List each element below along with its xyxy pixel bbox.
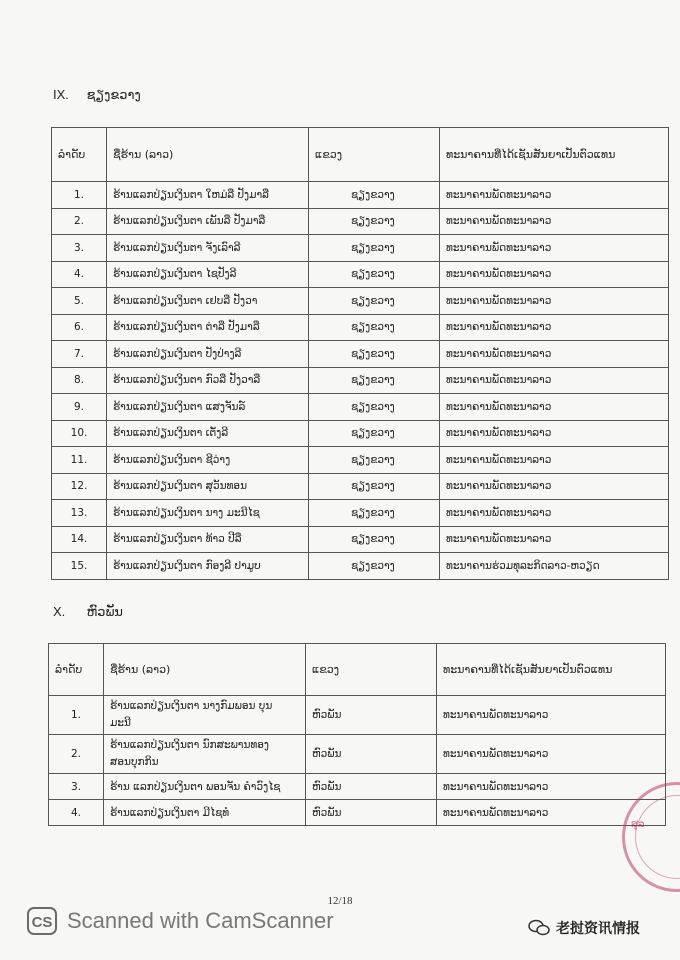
table-row [52, 420, 669, 447]
bank-cell: ທະນາຄານພັດທະນາລາວ [440, 261, 669, 288]
table-row [52, 314, 669, 341]
channel-watermark-text: 老挝资讯情报 [556, 921, 640, 937]
province-cell: ຊຽງຂວາງ [309, 473, 440, 500]
official-stamp-text: ສຸລ [631, 819, 645, 830]
province-cell: ຫົວພັນ [306, 735, 437, 774]
row-number: 1. [52, 182, 107, 209]
official-stamp-inner-ring [635, 795, 680, 879]
bank-cell: ທະນາຄານພັດທະນາລາວ [440, 208, 669, 235]
table-row [52, 288, 669, 315]
bank-cell: ທະນາຄານຮ່ວມທຸລະກິດລາວ-ຫວຽດ [440, 553, 669, 580]
col-header-name: ຊື່ຮ້ານ (ລາວ) [107, 128, 309, 182]
province-cell: ຫົວພັນ [306, 696, 437, 735]
shop-name-cell [104, 696, 306, 735]
table-row [52, 182, 669, 209]
province-cell: ຫົວພັນ [306, 774, 437, 800]
shop-name-line-2: ສອນບຸກກິນ [110, 756, 159, 768]
page-number: 12/18 [327, 895, 353, 907]
shop-name-cell: ຮ້ານແລກປ່ຽນເງິນຕາ ຈັງເລົາລີ [107, 235, 309, 262]
bank-cell: ທະນາຄານພັດທະນາລາວ [437, 735, 666, 774]
table-x-body [49, 696, 666, 826]
shop-name-cell: ຮ້ານ ແລກປ່ຽນເງິນຕາ ພອນຈັນ ຄຳວົງໄຊ [104, 774, 306, 800]
province-cell: ຊຽງຂວາງ [309, 553, 440, 580]
table-ix-body [52, 182, 669, 580]
table-row [52, 261, 669, 288]
section-ix-number: IX. [53, 87, 69, 102]
province-cell: ຊຽງຂວາງ [309, 420, 440, 447]
shop-name-line-1: ຮ້ານແລກປ່ຽນເງິນຕາ ນົກສະພານທອງ [110, 739, 269, 751]
table-row [52, 447, 669, 474]
section-x-heading [53, 604, 123, 620]
row-number: 2. [52, 208, 107, 235]
row-number: 6. [52, 314, 107, 341]
bank-cell: ທະນາຄານພັດທະນາລາວ [440, 235, 669, 262]
col-header-number: ລຳດັບ [52, 128, 107, 182]
section-ix-title: ຊຽງຂວາງ [86, 87, 141, 102]
shop-name-cell: ຮ້ານແລກປ່ຽນເງິນຕາ ເຕັ່ງລີ [107, 420, 309, 447]
province-cell: ຊຽງຂວາງ [309, 208, 440, 235]
row-number: 9. [52, 394, 107, 421]
shop-name-cell: ຮ້ານແລກປ່ຽນເງິນຕາ ນາງ ມະນີໄຊ [107, 500, 309, 527]
row-number: 14. [52, 526, 107, 553]
table-row [52, 553, 669, 580]
section-x-title: ຫົວພັນ [86, 604, 123, 619]
col-header-bank: ທະນາຄານທີ່ໄດ້ເຊັນສັນຍາເປັນຕົວແທນ [440, 128, 669, 182]
table-row [49, 774, 666, 800]
camscanner-watermark-text: Scanned with CamScanner [67, 908, 334, 933]
row-number: 15. [52, 553, 107, 580]
table-row [52, 367, 669, 394]
row-number: 13. [52, 500, 107, 527]
bank-cell: ທະນາຄານພັດທະນາລາວ [440, 473, 669, 500]
row-number: 12. [52, 473, 107, 500]
shop-name-cell: ຮ້ານແລກປ່ຽນເງິນຕາ ມີໄຊທໍ [104, 800, 306, 826]
bank-cell: ທະນາຄານພັດທະນາລາວ [440, 420, 669, 447]
bank-cell: ທະນາຄານພັດທະນາລາວ [440, 367, 669, 394]
col-header-bank: ທະນາຄານທີ່ໄດ້ເຊັນສັນຍາເປັນຕົວແທນ [437, 644, 666, 696]
section-x-number: X. [53, 604, 66, 619]
table-ix-header-row [52, 128, 669, 182]
province-cell: ຊຽງຂວາງ [309, 288, 440, 315]
province-cell: ຊຽງຂວາງ [309, 235, 440, 262]
row-number: 2. [49, 735, 104, 774]
row-number: 5. [52, 288, 107, 315]
shop-name-cell: ຮ້ານແລກປ່ຽນເງິນຕາ ກົວລື ປັງວາລື [107, 367, 309, 394]
row-number: 4. [49, 800, 104, 826]
shop-name-cell: ຮ້ານແລກປ່ຽນເງິນຕາ ໃຫມ່ລື ປັງມາລື [107, 182, 309, 209]
row-number: 3. [52, 235, 107, 262]
province-cell: ຊຽງຂວາງ [309, 341, 440, 368]
shop-name-line-2: ມະນີ [110, 717, 131, 729]
section-ix-heading [53, 87, 141, 103]
bank-cell: ທະນາຄານພັດທະນາລາວ [440, 526, 669, 553]
shop-name-cell: ຮ້ານແລກປ່ຽນເງິນຕາ ແສງຈັນລ໌ [107, 394, 309, 421]
province-cell: ຊຽງຂວາງ [309, 526, 440, 553]
table-row [49, 800, 666, 826]
col-header-number: ລຳດັບ [49, 644, 104, 696]
shop-name-cell [104, 735, 306, 774]
camscanner-logo-icon: CS [27, 907, 57, 935]
bank-cell: ທະນາຄານພັດທະນາລາວ [440, 182, 669, 209]
bank-cell: ທະນາຄານພັດທະນາລາວ [440, 394, 669, 421]
shop-name-line-1: ຮ້ານແລກປ່ຽນເງິນຕາ ນາງກົມພອນ ບຸນ [110, 700, 273, 712]
province-cell: ຊຽງຂວາງ [309, 182, 440, 209]
bank-cell: ທະນາຄານພັດທະນາລາວ [437, 696, 666, 735]
table-row [52, 394, 669, 421]
bank-cell: ທະນາຄານພັດທະນາລາວ [440, 447, 669, 474]
table-section-x [48, 643, 666, 826]
table-x-header-row [49, 644, 666, 696]
bank-cell: ທະນາຄານພັດທະນາລາວ [440, 341, 669, 368]
province-cell: ຊຽງຂວາງ [309, 367, 440, 394]
row-number: 4. [52, 261, 107, 288]
shop-name-cell: ຮ້ານແລກປ່ຽນເງິນຕາ ປັງປ່າງລີ [107, 341, 309, 368]
row-number: 3. [49, 774, 104, 800]
col-header-province: ແຂວງ [306, 644, 437, 696]
wechat-icon [528, 919, 550, 937]
shop-name-cell: ຮ້ານແລກປ່ຽນເງິນຕາ ຕ່າລື ປັງມາລື [107, 314, 309, 341]
province-cell: ຊຽງຂວາງ [309, 394, 440, 421]
province-cell: ຫົວພັນ [306, 800, 437, 826]
table-row [52, 526, 669, 553]
bank-cell: ທະນາຄານພັດທະນາລາວ [437, 800, 666, 826]
col-header-name: ຊື່ຮ້ານ (ລາວ) [104, 644, 306, 696]
table-section-ix [51, 127, 669, 580]
table-row [52, 208, 669, 235]
row-number: 7. [52, 341, 107, 368]
table-row [52, 473, 669, 500]
province-cell: ຊຽງຂວາງ [309, 314, 440, 341]
table-row [52, 341, 669, 368]
province-cell: ຊຽງຂວາງ [309, 500, 440, 527]
shop-name-cell: ຮ້ານແລກປ່ຽນເງິນຕາ ເພັນລື ປັງມາລື [107, 208, 309, 235]
bank-cell: ທະນາຄານພັດທະນາລາວ [440, 500, 669, 527]
shop-name-cell: ຮ້ານແລກປ່ຽນເງິນຕາ ກົອງລີ ປາມູບ [107, 553, 309, 580]
row-number: 8. [52, 367, 107, 394]
table-row [52, 500, 669, 527]
province-cell: ຊຽງຂວາງ [309, 261, 440, 288]
shop-name-cell: ຮ້ານແລກປ່ຽນເງິນຕາ ເຢບລື ປັງວາ [107, 288, 309, 315]
shop-name-cell: ຮ້ານແລກປ່ຽນເງິນຕາ ທ້າວ ປີລື [107, 526, 309, 553]
shop-name-cell: ຮ້ານແລກປ່ຽນເງິນຕາ ໄຊປັງລີ [107, 261, 309, 288]
table-row [49, 696, 666, 735]
col-header-province: ແຂວງ [309, 128, 440, 182]
row-number: 10. [52, 420, 107, 447]
bank-cell: ທະນາຄານພັດທະນາລາວ [440, 288, 669, 315]
table-row [49, 735, 666, 774]
row-number: 11. [52, 447, 107, 474]
bank-cell: ທະນາຄານພັດທະນາລາວ [440, 314, 669, 341]
province-cell: ຊຽງຂວາງ [309, 447, 440, 474]
shop-name-cell: ຮ້ານແລກປ່ຽນເງິນຕາ ສຸວັນທອນ [107, 473, 309, 500]
shop-name-cell: ຮ້ານແລກປ່ຽນເງິນຕາ ຊີວ່າງ [107, 447, 309, 474]
row-number: 1. [49, 696, 104, 735]
bank-cell: ທະນາຄານພັດທະນາລາວ [437, 774, 666, 800]
table-row [52, 235, 669, 262]
